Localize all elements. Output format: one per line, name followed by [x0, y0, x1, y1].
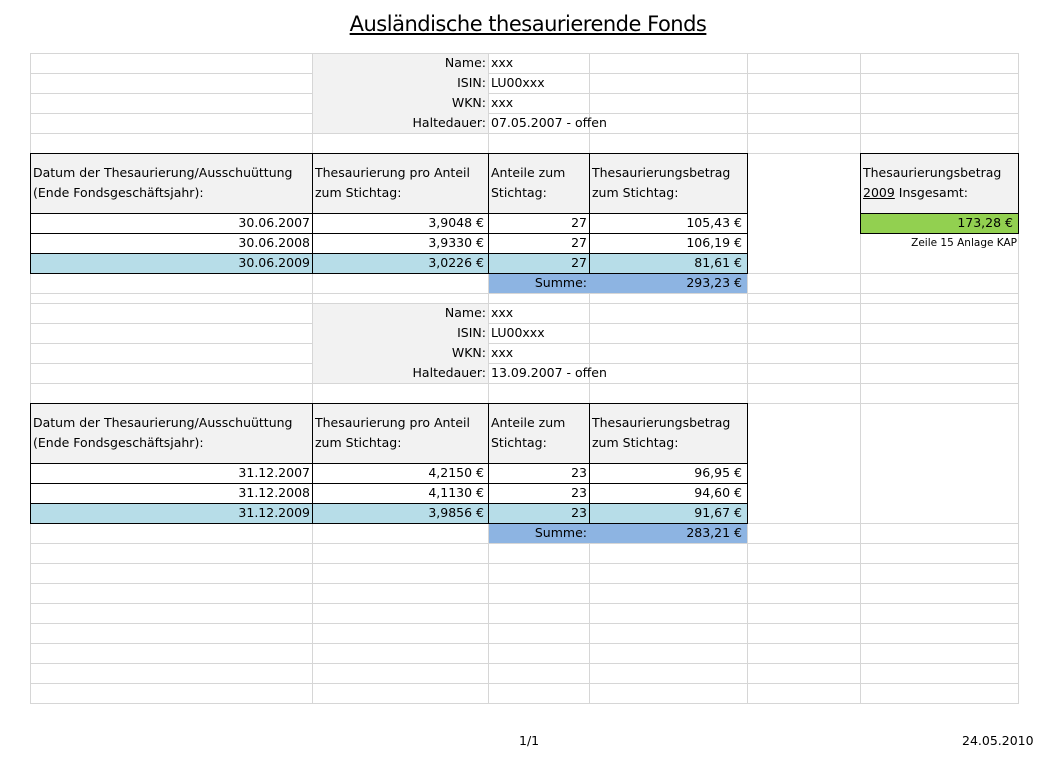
info-value: 13.09.2007 - offen — [491, 365, 607, 380]
summary-label-rest: Insgesamt: — [894, 185, 968, 200]
summary-note: Zeile 15 Anlage KAP — [911, 237, 1017, 249]
cell-pro-anteil: 3,9330 € — [428, 235, 484, 250]
info-label: Name: — [444, 305, 486, 320]
info-label: Name: — [444, 55, 486, 70]
info-value: xxx — [491, 345, 514, 360]
cell-datum: 30.06.2009 — [238, 255, 310, 270]
cell-anteile: 27 — [571, 255, 587, 270]
info-value: LU00xxx — [491, 75, 545, 90]
sum-label: Summe: — [534, 275, 587, 290]
cell-datum: 30.06.2008 — [238, 235, 310, 250]
cell-betrag: 106,19 € — [686, 235, 742, 250]
cell-pro-anteil: 4,1130 € — [428, 485, 484, 500]
print-date: 24.05.2010 — [962, 733, 1034, 748]
cell-betrag: 81,61 € — [694, 255, 742, 270]
cell-betrag: 96,95 € — [694, 465, 742, 480]
sum-value: 283,21 € — [686, 525, 742, 540]
header-anteile: Anteile zum Stichtag: — [491, 415, 566, 450]
cell-datum: 30.06.2007 — [238, 215, 310, 230]
sum-label: Summe: — [534, 525, 587, 540]
cell-anteile: 27 — [571, 215, 587, 230]
info-label: WKN: — [451, 95, 486, 110]
page-number: 1/1 — [519, 733, 540, 748]
sum-value: 293,23 € — [686, 275, 742, 290]
cell-pro-anteil: 3,9048 € — [428, 215, 484, 230]
summary-total: 173,28 € — [957, 215, 1013, 230]
summary-label-line1: Thesaurierungsbetrag — [863, 165, 1002, 180]
header-betrag: Thesaurierungsbetrag zum Stichtag: — [592, 415, 731, 450]
info-value: xxx — [491, 305, 514, 320]
cell-betrag: 105,43 € — [686, 215, 742, 230]
cell-anteile: 23 — [571, 485, 587, 500]
info-label: ISIN: — [457, 75, 486, 90]
cell-pro-anteil: 4,2150 € — [428, 465, 484, 480]
summary-year: 2009 — [863, 185, 895, 200]
info-value: xxx — [491, 95, 514, 110]
cell-betrag: 94,60 € — [694, 485, 742, 500]
cell-pro-anteil: 3,9856 € — [428, 505, 484, 520]
info-label: WKN: — [451, 345, 486, 360]
info-value: xxx — [491, 55, 514, 70]
info-value: LU00xxx — [491, 325, 545, 340]
cell-pro-anteil: 3,0226 € — [428, 255, 484, 270]
header-datum: Datum der Thesaurierung/Ausschuüttung (Ende Fondsgeschäftsjahr): — [33, 415, 293, 450]
cell-datum: 31.12.2009 — [238, 505, 310, 520]
cell-betrag: 91,67 € — [694, 505, 742, 520]
info-label: Haltedauer: — [412, 365, 486, 380]
header-anteile: Anteile zum Stichtag: — [491, 165, 566, 200]
cell-anteile: 23 — [571, 505, 587, 520]
cell-datum: 31.12.2008 — [238, 485, 310, 500]
summary-label-line2 — [863, 183, 968, 203]
cell-datum: 31.12.2007 — [238, 465, 310, 480]
info-value: 07.05.2007 - offen — [491, 115, 607, 130]
header-pro-anteil: Thesaurierung pro Anteil zum Stichtag: — [315, 165, 470, 200]
info-label: ISIN: — [457, 325, 486, 340]
header-pro-anteil: Thesaurierung pro Anteil zum Stichtag: — [315, 415, 470, 450]
info-label: Haltedauer: — [412, 115, 486, 130]
header-betrag: Thesaurierungsbetrag zum Stichtag: — [592, 165, 731, 200]
header-datum: Datum der Thesaurierung/Ausschuüttung (Ende Fondsgeschäftsjahr): — [33, 165, 293, 200]
cell-anteile: 27 — [571, 235, 587, 250]
cell-anteile: 23 — [571, 465, 587, 480]
page-title: Ausländische thesaurierende Fonds — [349, 12, 707, 36]
